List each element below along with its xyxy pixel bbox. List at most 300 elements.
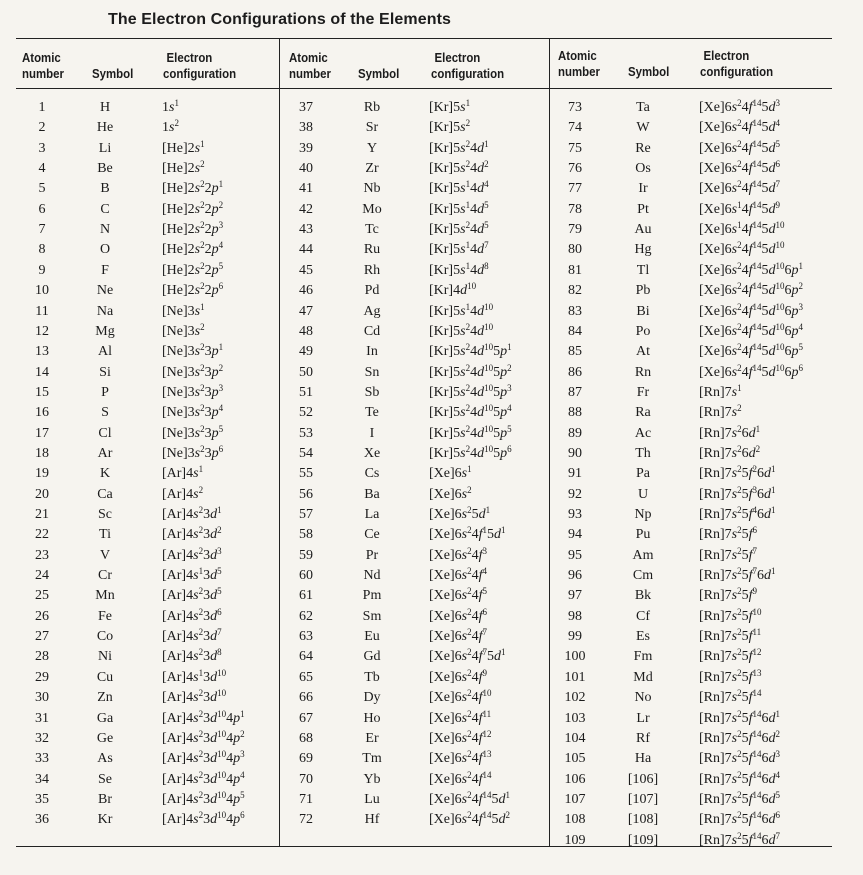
atomic-number: 108 [564,812,586,828]
element-symbol: Ge [96,730,114,746]
electron-configuration: $[Xe]6s^24f^75d^1$ [429,647,506,665]
electron-configuration: $[Ar]4s^23d^{10}4p^5$ [162,789,245,807]
electron-configuration: $[Ar]4s^2$ [162,484,204,502]
atomic-number: 48 [299,323,313,339]
top-rule [16,38,832,39]
header-electron-configuration [431,50,504,82]
electron-configuration: $[Xe]6s^24f^{12}$ [429,728,492,746]
header-text: Electron [166,50,213,65]
electron-configuration: $[Rn]7s^25f^{12}$ [699,647,762,665]
element-symbol: Fe [98,608,112,624]
element-symbol: P [101,384,109,400]
header-electron-configuration [163,50,236,82]
electron-configuration: $[Ar]4s^23d^1$ [162,505,222,522]
element-symbol: Rf [636,730,650,746]
element-symbol: Ho [363,710,381,726]
electron-configuration: $[He]2s^22p^3$ [162,220,224,238]
atomic-number: 53 [299,425,313,441]
electron-configuration: $[Ar]4s^23d^8$ [162,647,222,665]
electron-configuration: $[Ar]4s^1$ [162,464,204,482]
element-symbol: Ta [636,100,650,115]
electron-configuration: $[Xe]6s^24f^{14}5d^7$ [699,179,780,197]
atomic-number: 59 [299,547,313,563]
atomic-number: 74 [568,120,582,136]
element-symbol: Dy [363,690,381,706]
atomic-number: 73 [568,100,582,115]
atomic-number: 47 [299,303,313,319]
atomic-number: 4 [38,161,46,177]
atomic-number: 65 [299,669,313,685]
atomic-number: 76 [568,161,582,177]
electron-configuration: $[Kr]5s^14d^5$ [429,199,489,217]
atomic-number: 36 [35,812,49,828]
element-symbol: Sm [362,608,382,624]
element-symbol: Mn [95,588,115,604]
element-symbol: Tc [365,222,379,238]
element-symbol: W [636,120,650,136]
atomic-number: 83 [568,303,582,319]
electron-configuration: $[Rn]7s^26d^1$ [699,423,761,441]
element-symbol: S [101,405,109,421]
electron-configuration: $[Rn]7s^25f^{14}6d^6$ [699,810,781,828]
electron-configuration: $[Ne]3s^23p^2$ [162,362,224,380]
element-symbol: F [101,262,109,278]
atomic-number: 41 [299,181,313,197]
atomic-number: 35 [35,791,49,807]
electron-configuration: $[Xe]6s^14f^{14}5d^{10}$ [699,220,785,238]
element-symbol: Br [98,791,112,807]
element-symbol: Tm [362,751,382,767]
element-symbol: Nd [363,568,381,584]
header-atomic-number [22,50,64,82]
atomic-number: 22 [35,527,49,543]
atomic-number: 26 [35,608,49,624]
electron-configuration: $[Xe]6s^24f^6$ [429,606,487,624]
electron-configuration: $[Rn]7s^1$ [699,382,742,400]
electron-configuration: $[Xe]6s^2$ [429,484,472,502]
header-text: configuration [431,66,505,81]
element-symbol: Cu [96,669,114,685]
atomic-number: 25 [35,588,49,604]
element-symbol: Rh [363,262,381,278]
element-symbol: He [96,120,114,136]
element-symbol: Si [99,364,111,380]
header-text: number [22,66,64,81]
atomic-number: 9 [38,262,46,278]
atomic-number: 10 [35,283,49,299]
element-symbol: Ce [364,527,380,543]
electron-configuration: $[Xe]6s^14f^{14}5d^9$ [699,199,780,217]
element-symbol: La [364,507,380,522]
electron-configuration: $[Ar]4s^23d^{10}4p^6$ [162,810,245,828]
element-symbol: O [99,242,111,258]
element-symbol: At [636,344,650,360]
atomic-number: 78 [568,201,582,217]
element-symbol: Gd [363,649,381,665]
element-symbol: Cd [363,323,381,339]
electron-configuration: $[Ar]4s^23d^{10}4p^3$ [162,749,245,767]
element-symbol: Ha [634,751,652,767]
element-symbol: Np [634,507,652,522]
electron-configuration: $[Kr]5s^24d^{10}$ [429,321,494,339]
atomic-number: 12 [35,323,49,339]
electron-configuration: $[Xe]6s^24f^{14}5d^{10}6p^3$ [699,301,803,319]
electron-configuration: $[Ar]4s^23d^{10}4p^1$ [162,708,245,726]
atomic-number: 75 [568,140,582,156]
atomic-number: 89 [568,425,582,441]
atomic-number: 2 [38,120,46,136]
element-symbol: Ac [634,425,652,441]
element-symbol: N [99,222,111,238]
element-symbol: Pb [635,283,651,299]
element-symbol: [108] [627,812,659,828]
header-symbol: Symbol [92,66,134,81]
atomic-number: 42 [299,201,313,217]
electron-configuration: $[Xe]6s^24f^7$ [429,627,487,645]
column-divider [549,38,550,846]
element-symbol: As [97,751,113,767]
electron-configuration: $[Rn]7s^25f^{14}6d^4$ [699,769,781,787]
electron-configuration: $[Ne]3s^23p^6$ [162,443,224,461]
electron-configuration: $[Xe]6s^24f^{11}$ [429,708,492,726]
electron-configuration: $[Ar]4s^13d^5$ [162,566,222,584]
electron-configuration: $[Kr]5s^24d^{10}5p^2$ [429,362,512,380]
atomic-number: 55 [299,466,313,482]
atomic-number: 8 [38,242,46,258]
header-text: number [289,66,331,81]
column-divider [279,38,280,846]
atomic-number: 5 [38,181,46,197]
element-symbol: B [100,181,110,197]
element-symbol: Ag [363,303,381,319]
electron-configuration: $[Ar]4s^23d^2$ [162,525,222,543]
element-symbol: Pr [365,547,379,563]
atomic-number: 105 [564,751,586,767]
element-symbol: [107] [627,791,659,807]
electron-configuration: $[He]2s^22p^2$ [162,199,224,217]
element-symbol: Xe [363,445,381,461]
electron-configuration: $[He]2s^1$ [162,138,205,156]
electron-configuration: $[Kr]5s^1$ [429,98,471,115]
page-title: The Electron Configurations of the Elements [108,11,451,28]
electron-configuration: $[Kr]5s^24d^5$ [429,220,489,238]
atomic-number: 100 [564,649,586,665]
electron-configuration: $[Xe]6s^24f^3$ [429,545,487,563]
electron-configuration: $[Ar]4s^23d^6$ [162,606,222,624]
element-symbol: Sc [98,507,112,522]
electron-configuration: $[Ar]4s^23d^{10}$ [162,688,227,706]
element-symbol: Te [365,405,379,421]
electron-configuration: $[Xe]6s^24f^4$ [429,566,487,584]
atomic-number: 61 [299,588,313,604]
electron-configuration: $[Rn]7s^25f^46d^1$ [699,505,776,522]
atomic-number: 106 [564,771,586,787]
electron-configuration: $[Kr]5s^24d^{10}5p^3$ [429,382,512,400]
element-symbol: Cs [364,466,380,482]
atomic-number: 19 [35,466,49,482]
electron-configuration: $[Rn]7s^26d^2$ [699,443,761,461]
element-symbol: Re [635,140,651,156]
element-symbol: Hg [634,242,652,258]
atomic-number: 20 [35,486,49,502]
atomic-number: 98 [568,608,582,624]
electron-configuration: $[Rn]7s^25f^{14}6d^2$ [699,728,781,746]
atomic-number: 104 [564,730,586,746]
atomic-number: 91 [568,466,582,482]
electron-configuration: $[Xe]6s^24f^{14}5d^{10}6p^5$ [699,342,803,360]
atomic-number: 15 [35,384,49,400]
element-symbol: Ir [638,181,648,197]
element-symbol: Ne [96,283,114,299]
electron-configuration: $[Rn]7s^25f^{14}6d^5$ [699,789,781,807]
element-symbol: Na [96,303,114,319]
element-symbol: Zr [365,161,379,177]
atomic-number: 23 [35,547,49,563]
electron-configuration: $[Kr]5s^24d^{10}5p^4$ [429,403,512,421]
element-symbol: U [637,486,649,502]
element-symbol: Be [97,161,113,177]
atomic-number: 85 [568,344,582,360]
atomic-number: 57 [299,507,313,522]
electron-configuration: $[Kr]5s^24d^1$ [429,138,489,156]
element-symbol: Lr [636,710,650,726]
element-symbol: Cr [98,568,112,584]
atomic-number: 39 [299,140,313,156]
electron-configuration: $[Rn]7s^25f^{14}$ [699,688,762,706]
element-symbol: Bk [634,588,652,604]
electron-configuration: $[Xe]6s^24f^{10}$ [429,688,492,706]
element-symbol: Au [634,222,652,238]
electron-configuration: $[Kr]4d^{10}$ [429,281,477,299]
element-symbol: Co [96,629,114,645]
electron-configuration: $[Xe]6s^24f^{14}5d^6$ [699,159,780,177]
element-symbol: Pm [362,588,382,604]
electron-configuration: $[Kr]5s^24d^{10}5p^5$ [429,423,512,441]
atomic-number: 101 [564,669,586,685]
header-text: number [558,64,600,79]
element-symbol: Cm [632,568,654,584]
electron-configuration: $[Ar]4s^23d^3$ [162,545,222,563]
atomic-number: 63 [299,629,313,645]
electron-configuration: $[He]2s^22p^5$ [162,260,224,278]
electron-configuration: $[He]2s^22p^6$ [162,281,224,299]
element-symbol: Pu [635,527,651,543]
atomic-number: 13 [35,344,49,360]
electron-configuration: $[Kr]5s^14d^4$ [429,179,489,197]
electron-configuration: $1s^2$ [162,118,179,136]
atomic-number: 77 [568,181,582,197]
atomic-number: 7 [38,222,46,238]
atomic-number: 31 [35,710,49,726]
header-symbol: Symbol [628,64,670,79]
atomic-number: 58 [299,527,313,543]
electron-configuration: $[Rn]7s^25f^{13}$ [699,667,762,685]
element-symbol: [106] [627,771,659,787]
atomic-number: 16 [35,405,49,421]
atomic-number: 70 [299,771,313,787]
electron-configuration: $[Xe]6s^24f^{14}5d^{10}6p^2$ [699,281,803,299]
electron-configuration: $[Kr]5s^14d^{10}$ [429,301,494,319]
element-symbol: Es [636,629,650,645]
element-symbol: No [634,690,652,706]
electron-configuration: $[Xe]6s^24f^{14}5d^5$ [699,138,780,156]
element-symbol: Ba [364,486,380,502]
electron-configuration: $[Rn]7s^25f^{14}6d^3$ [699,749,781,767]
element-symbol: I [369,425,375,441]
electron-configuration: $[Xe]6s^24f^{14}5d^{10}6p^6$ [699,362,803,380]
header-text: configuration [700,64,774,79]
electron-configuration: $[He]2s^22p^1$ [162,179,224,197]
element-symbol: Tb [364,669,380,685]
electron-configuration: $[Ar]4s^23d^7$ [162,627,222,645]
electron-configuration: $[Xe]6s^24f^{14}5d^3$ [699,98,780,115]
element-symbol: Ti [99,527,111,543]
electron-configuration: $[Kr]5s^2$ [429,118,471,136]
atomic-number: 43 [299,222,313,238]
atomic-number: 50 [299,364,313,380]
header-atomic-number [289,50,331,82]
element-symbol: V [99,547,111,563]
electron-configuration: $[Kr]5s^14d^8$ [429,260,489,278]
element-symbol: Pt [637,201,649,217]
header-electron-configuration [700,48,773,80]
electron-configuration: $[Rn]7s^25f^{10}$ [699,606,762,624]
element-symbol: In [366,344,378,360]
atomic-number: 6 [38,201,46,217]
atomic-number: 46 [299,283,313,299]
header-rule [16,88,832,89]
electron-configuration: $[Rn]7s^25f^6$ [699,525,758,543]
electron-configuration: $[Ne]3s^23p^1$ [162,342,224,360]
electron-configuration: $[Kr]5s^14d^7$ [429,240,489,258]
electron-configuration: $[Xe]6s^24f^{14}5d^1$ [429,789,510,807]
element-symbol: Ca [97,486,113,502]
atomic-number: 107 [564,791,586,807]
atomic-number: 11 [35,303,49,319]
electron-configuration: $[Ne]3s^2$ [162,321,205,339]
atomic-number: 30 [35,690,49,706]
atomic-number: 87 [568,384,582,400]
electron-configuration: $[Xe]6s^24f^15d^1$ [429,525,506,543]
element-symbol: H [99,100,111,115]
element-symbol: K [99,466,111,482]
electron-configuration: $[Ne]3s^23p^3$ [162,382,224,400]
element-symbol: C [100,201,110,217]
electron-configuration: $[Kr]5s^24d^{10}5p^1$ [429,342,512,360]
atomic-number: 79 [568,222,582,238]
electron-configuration: $[Xe]6s^24f^{14}5d^{10}$ [699,240,785,258]
electron-configuration: $[Xe]6s^1$ [429,464,472,482]
element-symbol: [109] [627,832,659,848]
atomic-number: 37 [299,100,313,115]
element-symbol: Ra [635,405,651,421]
atomic-number: 33 [35,751,49,767]
electron-configuration: $[Xe]6s^24f^{13}$ [429,749,492,767]
atomic-number: 24 [35,568,49,584]
electron-configuration: $[Xe]6s^24f^{14}5d^{10}6p^1$ [699,260,803,278]
atomic-number: 66 [299,690,313,706]
atomic-number: 44 [299,242,313,258]
element-symbol: Kr [97,812,113,828]
atomic-number: 92 [568,486,582,502]
atomic-number: 94 [568,527,582,543]
electron-configuration: $[Xe]6s^25d^1$ [429,505,491,522]
element-symbol: Sr [365,120,379,136]
element-symbol: Eu [364,629,380,645]
electron-configuration: $[Xe]6s^24f^{14}$ [429,769,492,787]
electron-configuration: $[Rn]7s^25f^7$ [699,545,758,563]
atomic-number: 18 [35,445,49,461]
atomic-number: 68 [299,730,313,746]
atomic-number: 97 [568,588,582,604]
atomic-number: 40 [299,161,313,177]
atomic-number: 96 [568,568,582,584]
electron-configuration: $[Rn]7s^25f^36d^1$ [699,484,776,502]
atomic-number: 71 [299,791,313,807]
electron-configuration: $[Ne]3s^23p^4$ [162,403,224,421]
electron-configuration: $[He]2s^2$ [162,159,205,177]
atomic-number: 93 [568,507,582,522]
atomic-number: 3 [38,140,46,156]
electron-configuration: $[Kr]5s^24d^2$ [429,159,489,177]
atomic-number: 64 [299,649,313,665]
element-symbol: Mg [95,323,115,339]
header-text: Electron [434,50,481,65]
element-symbol: Y [366,140,378,156]
atomic-number: 54 [299,445,313,461]
atomic-number: 51 [299,384,313,400]
header-atomic-number [558,48,600,80]
electron-configuration: $[Rn]7s^25f^{14}6d^1$ [699,708,781,726]
atomic-number: 45 [299,262,313,278]
atomic-number: 82 [568,283,582,299]
header-symbol: Symbol [358,66,400,81]
element-symbol: Nb [363,181,381,197]
electron-configuration: $[Ar]4s^23d^{10}4p^4$ [162,769,245,787]
electron-configuration: $[Rn]7s^25f^9$ [699,586,758,604]
atomic-number: 99 [568,629,582,645]
electron-configuration: $[Rn]7s^25f^{14}6d^7$ [699,830,781,848]
element-symbol: Fr [636,384,650,400]
element-symbol: Po [635,323,651,339]
atomic-number: 69 [299,751,313,767]
element-symbol: Fm [633,649,653,665]
electron-configuration: $[Rn]7s^25f^{11}$ [699,627,762,645]
element-symbol: Ar [97,445,113,461]
electron-configuration: $[Rn]7s^2$ [699,403,742,421]
atomic-number: 90 [568,445,582,461]
atomic-number: 34 [35,771,49,787]
electron-configuration: $[Rn]7s^25f^76d^1$ [699,566,776,584]
element-symbol: Al [98,344,112,360]
atomic-number: 27 [35,629,49,645]
header-text: Atomic [22,50,61,65]
element-symbol: Cf [636,608,650,624]
element-symbol: Yb [363,771,381,787]
electron-configuration: $[Ar]4s^13d^{10}$ [162,667,227,685]
atomic-number: 28 [35,649,49,665]
atomic-number: 80 [568,242,582,258]
element-symbol: Li [98,140,112,156]
element-symbol: Zn [97,690,113,706]
element-symbol: Tl [636,262,650,278]
electron-configuration: $[Xe]6s^24f^5$ [429,586,487,604]
element-symbol: Sn [364,364,380,380]
atomic-number: 62 [299,608,313,624]
atomic-number: 1 [38,100,46,115]
electron-configuration: $[Xe]6s^24f^9$ [429,667,487,685]
atomic-number: 32 [35,730,49,746]
